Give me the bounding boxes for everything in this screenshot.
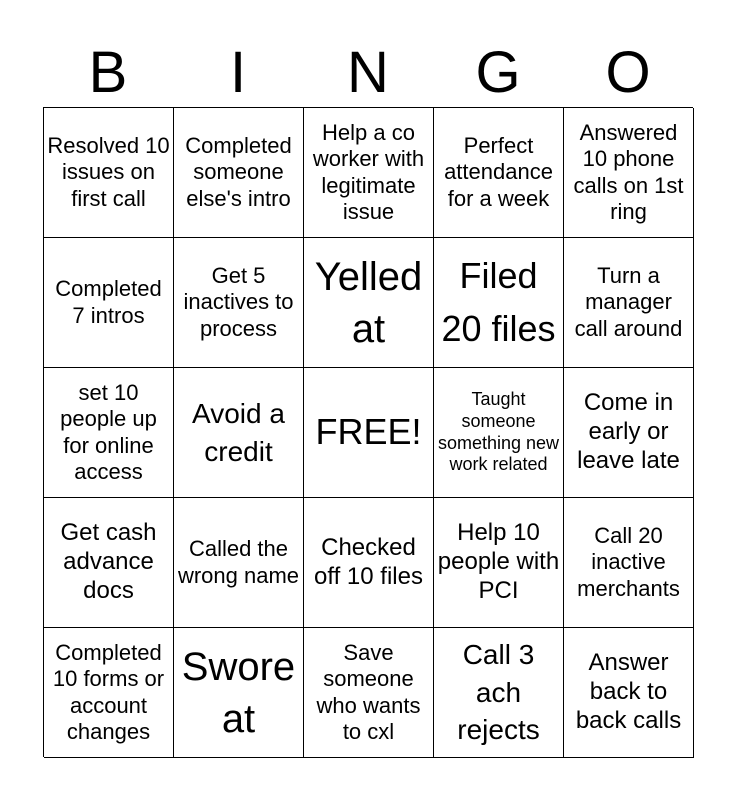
bingo-cell[interactable]: set 10 people up for online access <box>44 368 174 498</box>
bingo-cell[interactable]: Perfect attendance for a week <box>434 108 564 238</box>
bingo-cell[interactable]: Filed 20 files <box>434 238 564 368</box>
bingo-cell[interactable]: Swore at <box>174 628 304 758</box>
bingo-cell[interactable]: Avoid a credit <box>174 368 304 498</box>
free-space-cell[interactable]: FREE! <box>304 368 434 498</box>
bingo-cell[interactable]: Checked off 10 files <box>304 498 434 628</box>
bingo-cell[interactable]: Help a co worker with legitimate issue <box>304 108 434 238</box>
bingo-cell[interactable]: Get cash advance docs <box>44 498 174 628</box>
bingo-cell[interactable]: Completed 10 forms or account changes <box>44 628 174 758</box>
bingo-cell[interactable]: Call 20 inactive merchants <box>564 498 694 628</box>
header-letter-b: B <box>88 40 128 105</box>
bingo-cell[interactable]: Answered 10 phone calls on 1st ring <box>564 108 694 238</box>
bingo-cell[interactable]: Answer back to back calls <box>564 628 694 758</box>
bingo-cell[interactable]: Completed 7 intros <box>44 238 174 368</box>
bingo-cell[interactable]: Taught someone something new work related <box>434 368 564 498</box>
bingo-cell[interactable]: Resolved 10 issues on first call <box>44 108 174 238</box>
header-letter-i: I <box>229 40 247 105</box>
bingo-cell[interactable]: Completed someone else's intro <box>174 108 304 238</box>
bingo-card-grid <box>43 107 693 757</box>
bingo-cell[interactable]: Come in early or leave late <box>564 368 694 498</box>
header-letter-g: G <box>475 40 521 105</box>
bingo-cell[interactable]: Help 10 people with PCI <box>434 498 564 628</box>
header-letter-n: N <box>347 40 389 105</box>
bingo-cell[interactable]: Turn a manager call around <box>564 238 694 368</box>
bingo-cell[interactable]: Save someone who wants to cxl <box>304 628 434 758</box>
header-letter-o: O <box>605 40 651 105</box>
bingo-cell[interactable]: Get 5 inactives to process <box>174 238 304 368</box>
bingo-cell[interactable]: Call 3 ach rejects <box>434 628 564 758</box>
bingo-header <box>43 40 693 106</box>
bingo-cell[interactable]: Called the wrong name <box>174 498 304 628</box>
bingo-cell[interactable]: Yelled at <box>304 238 434 368</box>
